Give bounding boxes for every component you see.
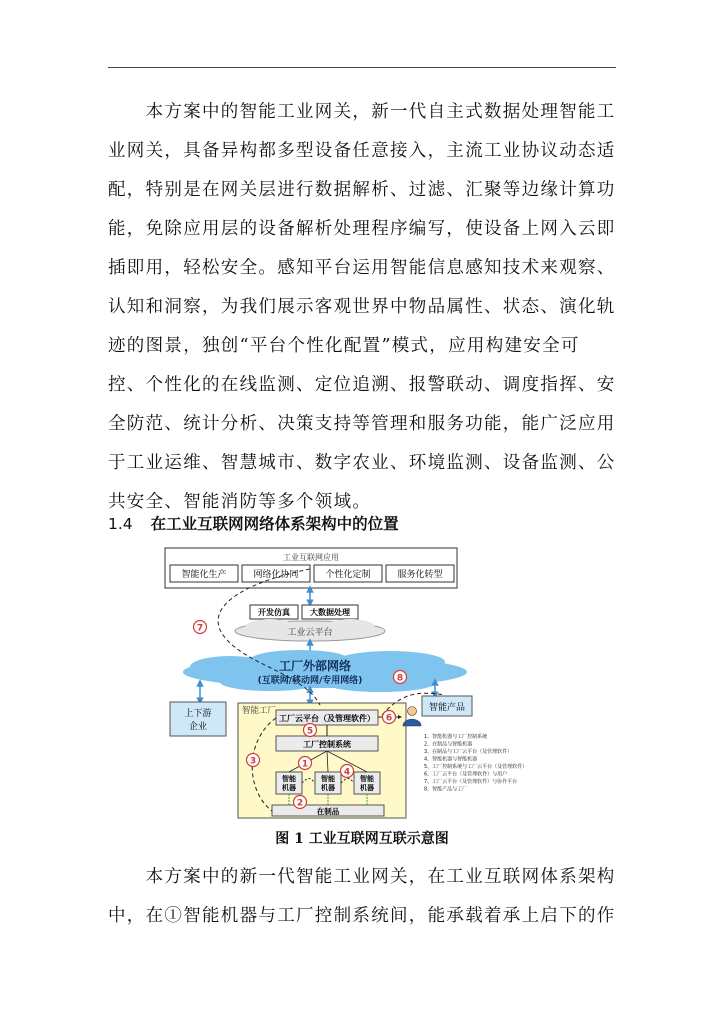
text-line: 插即用，轻松安全。感知平台运用智能信息感知技术来观察、 bbox=[108, 258, 616, 278]
legend-item: 1、智能机器与工厂控制系统 bbox=[424, 734, 488, 740]
app-label: 服务化转型 bbox=[397, 570, 443, 580]
app-label: 网络化协同 bbox=[253, 570, 299, 580]
marker-5 bbox=[304, 724, 317, 737]
text-line: 配，特别是在网关层进行数据解析、过滤、汇聚等边缘计算功 bbox=[108, 180, 616, 200]
text-line: 共安全、智能消防等多个领域。 bbox=[108, 492, 372, 512]
dev-sim-label: 开发仿真 bbox=[258, 608, 290, 617]
smart-machine bbox=[315, 772, 341, 794]
legend-item: 3、在制品与工厂云平台（及管理软件） bbox=[424, 749, 513, 755]
app-label: 智能化生产 bbox=[181, 570, 227, 580]
legend-item: 5、工厂控制系统与工厂云平台（及管理软件） bbox=[424, 764, 528, 770]
upstream-label: 企业 bbox=[188, 722, 208, 732]
machine-label: 智能 bbox=[360, 775, 374, 783]
architecture-diagram bbox=[160, 545, 560, 820]
wip-label: 在制品 bbox=[316, 807, 340, 816]
svg-text:8: 8 bbox=[396, 673, 404, 684]
header-rule bbox=[108, 67, 616, 68]
paragraph-1 bbox=[108, 93, 616, 522]
smart-machine bbox=[276, 772, 302, 794]
legend-item: 6、工厂云平台（及管理软件）与用户 bbox=[424, 771, 508, 778]
svg-text:1: 1 bbox=[301, 759, 309, 770]
figure-caption: 图 1 工业互联网互联示意图 bbox=[275, 831, 449, 847]
text-line: 中，在①智能机器与工厂控制系统间，能承载着承上启下的作 bbox=[108, 906, 616, 926]
legend-item: 4、智能机器与智能机器 bbox=[424, 756, 478, 763]
svg-text:3: 3 bbox=[249, 756, 257, 767]
big-data-label: 大数据处理 bbox=[310, 608, 350, 617]
marker-2 bbox=[294, 796, 307, 809]
svg-text:2: 2 bbox=[296, 798, 304, 809]
text-line: 迹的图景，独创“平台个性化配置”模式，应用构建安全可 bbox=[108, 336, 580, 356]
machine-label: 机器 bbox=[282, 784, 296, 792]
architecture-figure bbox=[160, 545, 560, 820]
marker-8 bbox=[394, 671, 407, 684]
marker-1 bbox=[299, 757, 312, 770]
machine-label: 机器 bbox=[360, 784, 374, 792]
text-line: 本方案中的新一代智能工业网关，在工业互联网体系架构 bbox=[108, 867, 616, 887]
marker-6 bbox=[383, 711, 396, 724]
marker-3 bbox=[247, 754, 260, 767]
marker-4 bbox=[341, 765, 354, 778]
external-net-label: 工厂外部网络 bbox=[278, 659, 352, 673]
legend-item: 2、在制品与智能机器 bbox=[424, 741, 473, 748]
machine-label: 智能 bbox=[282, 775, 296, 783]
machine-label: 智能 bbox=[321, 775, 335, 783]
text-line: 本方案中的智能工业网关，新一代自主式数据处理智能工 bbox=[108, 102, 616, 122]
section-heading bbox=[108, 512, 399, 534]
svg-text:5: 5 bbox=[306, 726, 314, 737]
machine-label: 机器 bbox=[321, 784, 335, 792]
svg-text:6: 6 bbox=[385, 713, 393, 724]
section-number: 1.4 bbox=[108, 515, 133, 533]
text-line: 能，免除应用层的设备解析处理程序编写，使设备上网入云即 bbox=[108, 219, 616, 239]
text-line: 全防范、统计分析、决策支持等管理和服务功能，能广泛应用 bbox=[108, 414, 616, 434]
external-net-sub: (互联网/移动网/专用网络) bbox=[257, 676, 363, 686]
smart-factory-label: 智能工厂 bbox=[242, 706, 277, 716]
text-line: 业网关，具备异构都多型设备任意接入，主流工业协议动态适 bbox=[108, 141, 616, 161]
factory-cloud-label: 工厂云平台（及管理软件） bbox=[279, 714, 375, 723]
upstream-label: 上下游 bbox=[184, 709, 212, 719]
text-line: 于工业运维、智慧城市、数字农业、环境监测、设备监测、公 bbox=[108, 453, 616, 473]
smart-product-label: 智能产品 bbox=[428, 703, 466, 713]
cloud-platform-label: 工业云平台 bbox=[287, 628, 333, 638]
smart-machine bbox=[354, 772, 380, 794]
svg-text:4: 4 bbox=[343, 767, 351, 778]
marker-7 bbox=[194, 621, 207, 634]
text-line: 控、个性化的在线监测、定位追溯、报警联动、调度指挥、安 bbox=[108, 375, 616, 395]
app-box-title: 工业互联网应用 bbox=[283, 553, 339, 562]
svg-text:7: 7 bbox=[196, 623, 204, 634]
legend-item: 8、智能产品与工厂 bbox=[424, 786, 468, 793]
factory-control-label: 工厂控制系统 bbox=[303, 740, 351, 749]
section-title: 在工业互联网网络体系架构中的位置 bbox=[150, 515, 399, 533]
figure-legend bbox=[424, 733, 527, 793]
legend-item: 7、工厂云平台（及管理软件）与协作平台 bbox=[424, 779, 518, 785]
app-label: 个性化定制 bbox=[325, 570, 371, 580]
text-line: 认知和洞察，为我们展示客观世界中物品属性、状态、演化轨 bbox=[108, 297, 616, 317]
industrial-internet-app-box bbox=[165, 548, 457, 588]
paragraph-2 bbox=[108, 858, 616, 936]
